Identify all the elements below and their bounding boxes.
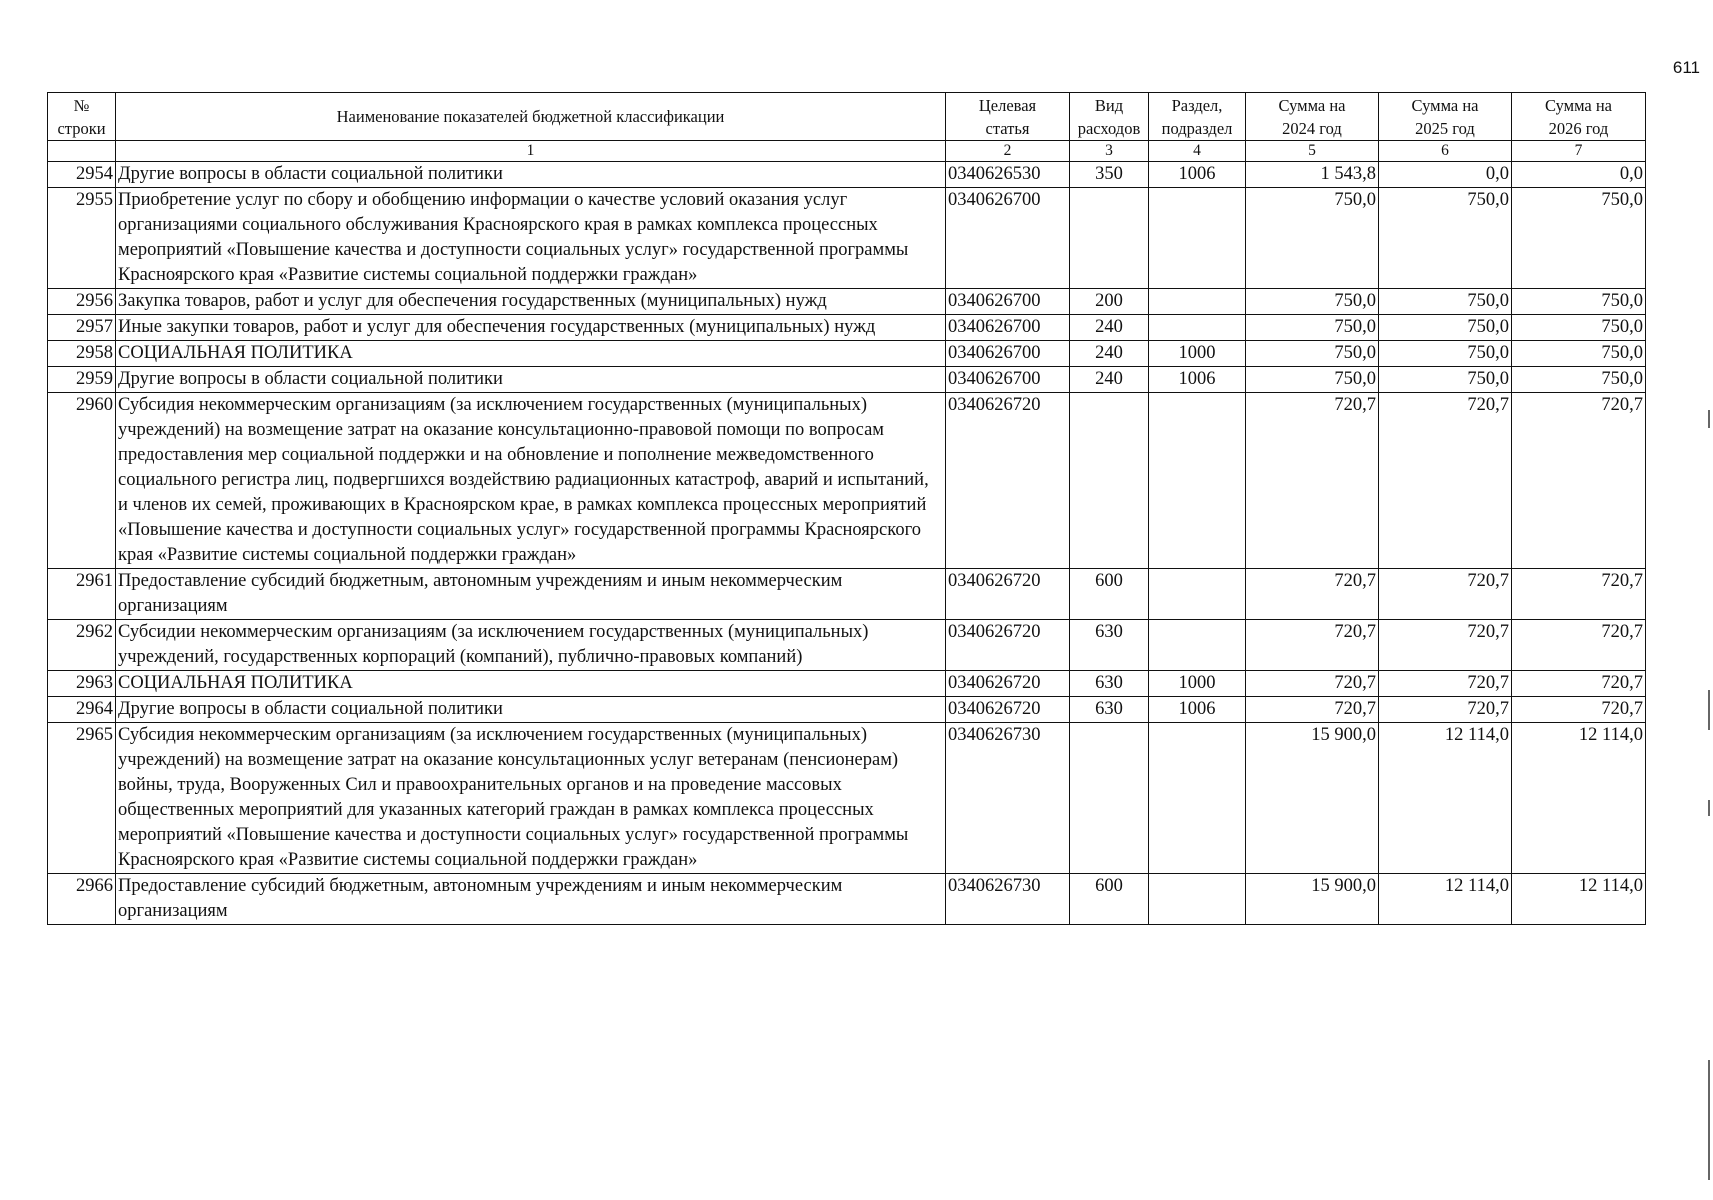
expense-type-cell: 630: [1070, 697, 1149, 723]
sum-2025-cell: 750,0: [1379, 367, 1512, 393]
sum-2025-cell: 12 114,0: [1379, 723, 1512, 874]
column-number: [48, 141, 116, 162]
sum-2025-cell: 720,7: [1379, 620, 1512, 671]
expense-type-cell: 200: [1070, 289, 1149, 315]
section-cell: [1149, 620, 1246, 671]
sum-2024-cell: 750,0: [1246, 367, 1379, 393]
column-number-row: [48, 141, 1646, 162]
sum-2026-cell: 720,7: [1512, 393, 1646, 569]
indicator-name-cell: СОЦИАЛЬНАЯ ПОЛИТИКА: [116, 341, 946, 367]
section-cell: [1149, 569, 1246, 620]
scan-edge-mark: [1708, 800, 1710, 816]
sum-2026-cell: 720,7: [1512, 569, 1646, 620]
column-number: 1: [116, 141, 946, 162]
expense-type-cell: 630: [1070, 671, 1149, 697]
table-row: [48, 289, 1646, 315]
sum-2026-cell: 0,0: [1512, 162, 1646, 188]
sum-2024-cell: 750,0: [1246, 341, 1379, 367]
sum-2026-cell: 750,0: [1512, 289, 1646, 315]
sum-2025-cell: 12 114,0: [1379, 874, 1512, 925]
sum-2026-cell: 720,7: [1512, 620, 1646, 671]
row-number-cell: 2962: [48, 620, 116, 671]
column-number: 2: [946, 141, 1070, 162]
row-number-cell: 2956: [48, 289, 116, 315]
indicator-name-cell: Субсидия некоммерческим организациям (за исключением государственных (муниципальных) учреждений) на возмещение затрат на оказание консультационно-правовой помощи по вопросам предоставления мер социальной поддержки и на обновление и пополнение межведомственного социального регистра лиц, подвергшихся воздействию радиационных катастроф, аварий и испытаний, и членов их семей, проживающих в Красноярском крае, в рамках комплекса процессных мероприятий «Повышение качества и доступности социальных услуг» государственной программы Красноярского края «Развитие системы социальной поддержки граждан»: [116, 393, 946, 569]
indicator-name-cell: Другие вопросы в области социальной политики: [116, 162, 946, 188]
table-row: [48, 393, 1646, 569]
expense-type-cell: 240: [1070, 341, 1149, 367]
table-row: [48, 188, 1646, 289]
scan-edge-mark: [1708, 410, 1710, 428]
indicator-name-cell: СОЦИАЛЬНАЯ ПОЛИТИКА: [116, 671, 946, 697]
row-number-cell: 2966: [48, 874, 116, 925]
table-body: [48, 162, 1646, 925]
table-row: [48, 620, 1646, 671]
sum-2024-cell: 720,7: [1246, 393, 1379, 569]
header-sum-2025: Сумма на 2025 год: [1379, 93, 1512, 141]
expense-type-cell: 600: [1070, 569, 1149, 620]
sum-2025-cell: 720,7: [1379, 671, 1512, 697]
header-section: Раздел, подраздел: [1149, 93, 1246, 141]
indicator-name-cell: Иные закупки товаров, работ и услуг для обеспечения государственных (муниципальных) нужд: [116, 315, 946, 341]
indicator-name-cell: Другие вопросы в области социальной политики: [116, 697, 946, 723]
sum-2024-cell: 750,0: [1246, 188, 1379, 289]
target-article-cell: 0340626700: [946, 289, 1070, 315]
sum-2024-cell: 750,0: [1246, 315, 1379, 341]
sum-2026-cell: 12 114,0: [1512, 723, 1646, 874]
table-header: [48, 93, 1646, 162]
table-row: [48, 569, 1646, 620]
table-row: [48, 697, 1646, 723]
table-row: [48, 671, 1646, 697]
section-cell: 1000: [1149, 671, 1246, 697]
section-cell: [1149, 874, 1246, 925]
header-sum-2024: Сумма на 2024 год: [1246, 93, 1379, 141]
table-row: [48, 874, 1646, 925]
sum-2025-cell: 750,0: [1379, 315, 1512, 341]
scan-edge-mark: [1708, 1060, 1710, 1180]
expense-type-cell: 350: [1070, 162, 1149, 188]
row-number-cell: 2961: [48, 569, 116, 620]
target-article-cell: 0340626720: [946, 569, 1070, 620]
section-cell: 1006: [1149, 367, 1246, 393]
target-article-cell: 0340626720: [946, 697, 1070, 723]
sum-2026-cell: 750,0: [1512, 188, 1646, 289]
row-number-cell: 2958: [48, 341, 116, 367]
header-expense-type: Вид расходов: [1070, 93, 1149, 141]
sum-2025-cell: 720,7: [1379, 697, 1512, 723]
section-cell: [1149, 188, 1246, 289]
row-number-cell: 2957: [48, 315, 116, 341]
target-article-cell: 0340626720: [946, 393, 1070, 569]
column-number: 3: [1070, 141, 1149, 162]
expense-type-cell: [1070, 188, 1149, 289]
sum-2026-cell: 750,0: [1512, 315, 1646, 341]
section-cell: 1000: [1149, 341, 1246, 367]
column-number: 7: [1512, 141, 1646, 162]
target-article-cell: 0340626700: [946, 367, 1070, 393]
target-article-cell: 0340626700: [946, 315, 1070, 341]
row-number-cell: 2960: [48, 393, 116, 569]
expense-type-cell: 630: [1070, 620, 1149, 671]
target-article-cell: 0340626700: [946, 188, 1070, 289]
sum-2024-cell: 720,7: [1246, 671, 1379, 697]
column-number: 6: [1379, 141, 1512, 162]
expense-type-cell: [1070, 723, 1149, 874]
sum-2026-cell: 12 114,0: [1512, 874, 1646, 925]
indicator-name-cell: Предоставление субсидий бюджетным, автономным учреждениям и иным некоммерческим организациям: [116, 569, 946, 620]
sum-2025-cell: 720,7: [1379, 569, 1512, 620]
sum-2024-cell: 720,7: [1246, 620, 1379, 671]
column-number: 4: [1149, 141, 1246, 162]
section-cell: [1149, 723, 1246, 874]
header-sum-2026: Сумма на 2026 год: [1512, 93, 1646, 141]
target-article-cell: 0340626530: [946, 162, 1070, 188]
sum-2025-cell: 750,0: [1379, 188, 1512, 289]
target-article-cell: 0340626720: [946, 620, 1070, 671]
table-row: [48, 723, 1646, 874]
header-name: Наименование показателей бюджетной классификации: [116, 93, 946, 141]
expense-type-cell: 240: [1070, 367, 1149, 393]
sum-2026-cell: 720,7: [1512, 697, 1646, 723]
target-article-cell: 0340626730: [946, 723, 1070, 874]
expense-type-cell: 600: [1070, 874, 1149, 925]
row-number-cell: 2959: [48, 367, 116, 393]
table-row: [48, 162, 1646, 188]
target-article-cell: 0340626730: [946, 874, 1070, 925]
target-article-cell: 0340626700: [946, 341, 1070, 367]
indicator-name-cell: Субсидия некоммерческим организациям (за исключением государственных (муниципальных) учреждений) на возмещение затрат на оказание консультационных услуг ветеранам (пенсионерам) войны, труда, Вооруженных Сил и правоохранительных органов и на проведение массовых общественных мероприятий для указанных категорий граждан в рамках комплекса процессных мероприятий «Повышение качества и доступности социальных услуг» государственной программы Красноярского края «Развитие системы социальной поддержки граждан»: [116, 723, 946, 874]
scan-edge-mark: [1708, 690, 1710, 730]
sum-2024-cell: 1 543,8: [1246, 162, 1379, 188]
sum-2026-cell: 720,7: [1512, 671, 1646, 697]
section-cell: 1006: [1149, 162, 1246, 188]
header-row-no: № строки: [48, 93, 116, 141]
section-cell: [1149, 289, 1246, 315]
section-cell: [1149, 393, 1246, 569]
page-number: 611: [1672, 58, 1700, 77]
indicator-name-cell: Субсидии некоммерческим организациям (за исключением государственных (муниципальных) учреждений, государственных корпораций (компаний), публично-правовых компаний): [116, 620, 946, 671]
row-number-cell: 2954: [48, 162, 116, 188]
sum-2024-cell: 720,7: [1246, 569, 1379, 620]
indicator-name-cell: Приобретение услуг по сбору и обобщению информации о качестве условий оказания услуг организациями социального обслуживания Красноярского края в рамках комплекса процессных мероприятий «Повышение качества и доступности социальных услуг» государственной программы Красноярского края «Развитие системы социальной поддержки граждан»: [116, 188, 946, 289]
indicator-name-cell: Закупка товаров, работ и услуг для обеспечения государственных (муниципальных) нужд: [116, 289, 946, 315]
sum-2025-cell: 0,0: [1379, 162, 1512, 188]
section-cell: 1006: [1149, 697, 1246, 723]
sum-2025-cell: 750,0: [1379, 341, 1512, 367]
sum-2024-cell: 15 900,0: [1246, 874, 1379, 925]
table-row: [48, 341, 1646, 367]
row-number-cell: 2965: [48, 723, 116, 874]
table-row: [48, 367, 1646, 393]
target-article-cell: 0340626720: [946, 671, 1070, 697]
expense-type-cell: 240: [1070, 315, 1149, 341]
row-number-cell: 2963: [48, 671, 116, 697]
budget-classification-table: [47, 92, 1646, 925]
header-target-article: Целевая статья: [946, 93, 1070, 141]
sum-2026-cell: 750,0: [1512, 367, 1646, 393]
column-number: 5: [1246, 141, 1379, 162]
sum-2024-cell: 720,7: [1246, 697, 1379, 723]
sum-2024-cell: 750,0: [1246, 289, 1379, 315]
indicator-name-cell: Другие вопросы в области социальной политики: [116, 367, 946, 393]
row-number-cell: 2955: [48, 188, 116, 289]
row-number-cell: 2964: [48, 697, 116, 723]
sum-2025-cell: 750,0: [1379, 289, 1512, 315]
sum-2026-cell: 750,0: [1512, 341, 1646, 367]
sum-2025-cell: 720,7: [1379, 393, 1512, 569]
sum-2024-cell: 15 900,0: [1246, 723, 1379, 874]
table-row: [48, 315, 1646, 341]
section-cell: [1149, 315, 1246, 341]
expense-type-cell: [1070, 393, 1149, 569]
indicator-name-cell: Предоставление субсидий бюджетным, автономным учреждениям и иным некоммерческим организациям: [116, 874, 946, 925]
